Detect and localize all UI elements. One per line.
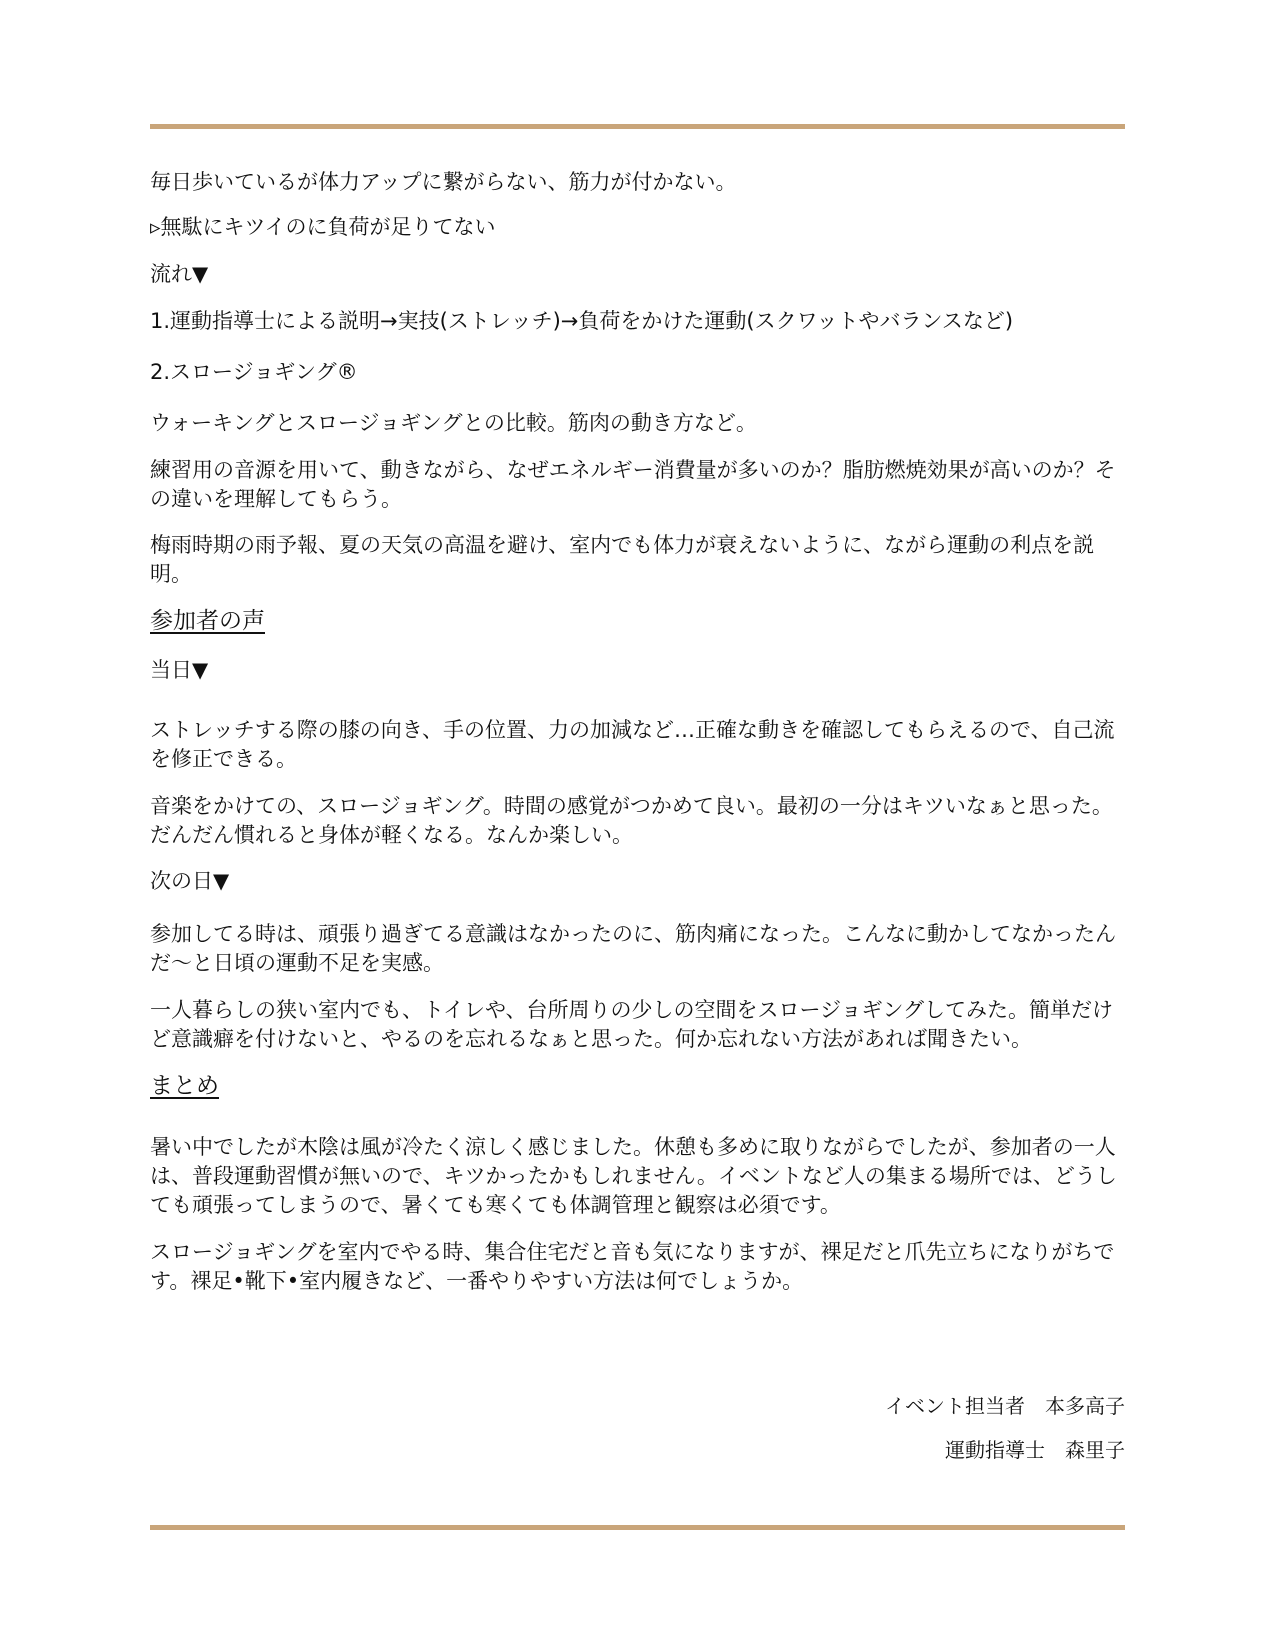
report-body: [150, 168, 1125, 1296]
instructor-signature: 運動指導士 森里子: [945, 1438, 1125, 1462]
flow-item-1: 1.運動指導士による説明→実技(ストレッチ)→負荷をかけた運動(スクワットやバランスなど): [150, 309, 1014, 333]
same-day-label: 当日▼: [150, 658, 209, 682]
same-day-voice-2: 音楽をかけての、スロージョギング。時間の感覚がつかめて良い。最初の一分はキツいなぁと思った。だんだん慣れると身体が軽くなる。なんか楽しい。: [150, 794, 1113, 847]
voices-heading: 参加者の声: [150, 608, 265, 634]
intro-line-2: ▹無駄にキツイのに負荷が足りてない: [150, 215, 496, 239]
flow-item-2: 2.スロージョギング®: [150, 360, 358, 384]
top-divider: [150, 124, 1125, 129]
flow-label: 流れ▼: [150, 262, 209, 286]
summary-paragraph-1: 暑い中でしたが木陰は風が冷たく涼しく感じました。休憩も多めに取りながらでしたが、参加者の一人は、普段運動習慣が無いので、キツかったかもしれません。イベントなど人の集まる場所では、どうしても頑張ってしまうので、暑くても寒くても体調管理と観察は必須です。: [150, 1135, 1117, 1217]
intro-line-1: 毎日歩いているが体力アップに繋がらない、筋力が付かない。: [150, 170, 737, 194]
event-staff-signature: イベント担当者 本多高子: [885, 1394, 1125, 1418]
same-day-voice-1: ストレッチする際の膝の向き、手の位置、力の加減など…正確な動きを確認してもらえるので、自己流を修正できる。: [150, 718, 1115, 771]
paragraph-practice: 練習用の音源を用いて、動きながら、なぜエネルギー消費量が多いのか？脂肪燃焼効果が高いのか？その違いを理解してもらう。: [150, 458, 1116, 511]
next-day-voice-1: 参加してる時は、頑張り過ぎてる意識はなかったのに、筋肉痛になった。こんなに動かしてなかったんだ～と日頃の運動不足を実感。: [150, 922, 1116, 975]
summary-paragraph-2: スロージョギングを室内でやる時、集合住宅だと音も気になりますが、裸足だと爪先立ちになりがちです。裸足•靴下•室内履きなど、一番やりやすい方法は何でしょうか。: [150, 1240, 1115, 1293]
paragraph-rainy-season: 梅雨時期の雨予報、夏の天気の高温を避け、室内でも体力が衰えないように、ながら運動の利点を説明。: [150, 533, 1095, 586]
paragraph-compare: ウォーキングとスロージョギングとの比較。筋肉の動き方など。: [150, 411, 757, 435]
bottom-divider: [150, 1525, 1125, 1530]
next-day-voice-2: 一人暮らしの狭い室内でも、トイレや、台所周りの少しの空間をスロージョギングしてみた。簡単だけど意識癖を付けないと、やるのを忘れるなぁと思った。何か忘れない方法があれば聞きたい。: [150, 998, 1114, 1051]
next-day-label: 次の日▼: [150, 869, 230, 893]
signature-block: [885, 1392, 1125, 1464]
summary-heading: まとめ: [150, 1073, 219, 1099]
